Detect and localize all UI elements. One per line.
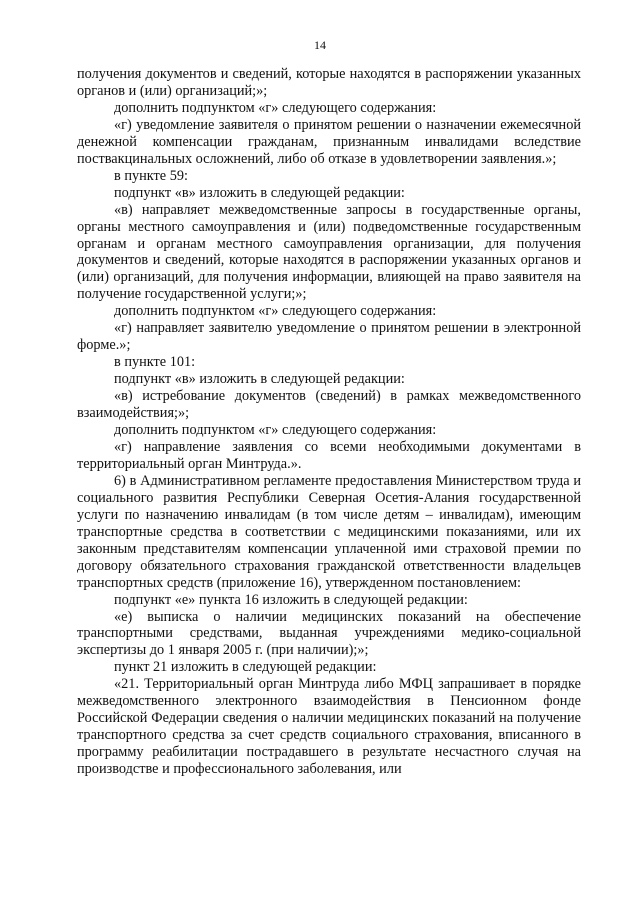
paragraph: «е) выписка о наличии медицинских показаний на обеспечение транспортными средствами, выданная учреждениями медико-социальной экспертизы до 1 января 2005 г. (при наличии);»; [77, 608, 581, 659]
paragraph: дополнить подпунктом «г» следующего содержания: [114, 99, 437, 116]
paragraph: 6) в Административном регламенте предоставления Министерством труда и социального развития Республики Северная Осетия-Алания государственной услуги по назначению инвалидам (в том числе детям – инвалидам), имеющим транспортные средства в соответствии с медицинскими показаниями, или их законным представителям компенсации уплаченной ими страховой премии по договору обязательного страхования гражданской ответственности владельцев транспортных средств (приложение 16), утвержденном постановлением: [77, 472, 581, 591]
paragraph: «в) истребование документов (сведений) в рамках межведомственного взаимодействия;»; [77, 388, 581, 422]
paragraph: «г) направление заявления со всеми необходимыми документами в территориальный орган Минтруда.». [77, 438, 581, 472]
paragraph: «г) уведомление заявителя о принятом решении о назначении ежемесячной денежной компенсации гражданам, признанным инвалидами вследствие поствакцинальных осложнений, либо об отказе в удовлетворении заявления.»; [77, 116, 581, 167]
paragraph: подпункт «е» пункта 16 изложить в следующей редакции: [114, 591, 468, 608]
paragraph: подпункт «в» изложить в следующей редакции: [114, 184, 405, 201]
paragraph: «21. Территориальный орган Минтруда либо МФЦ запрашивает в порядке межведомственного электронного взаимодействия в Пенсионном фонде Российской Федерации сведения о наличии медицинских показаний на получение транспортного средства за счет средств социального страхования, вписанного в программу реабилитации пострадавшего в результате несчастного случая на производстве и профессионального заболевания, или [77, 676, 581, 778]
document-body [77, 66, 581, 778]
paragraph: пункт 21 изложить в следующей редакции: [114, 659, 377, 676]
paragraph: в пункте 101: [114, 354, 196, 371]
paragraph: подпункт «в» изложить в следующей редакции: [114, 371, 405, 388]
paragraph: дополнить подпунктом «г» следующего содержания: [114, 303, 437, 320]
paragraph: «в) направляет межведомственные запросы в государственные органы, органы местного самоуправления и (или) подведомственные государственным органам и органам местного самоуправления организации, для получения документов и сведений, которые находятся в распоряжении указанных органов и (или) организаций, для получения информации, влияющей на право заявителя на получение государственной услуги;»; [77, 201, 581, 303]
paragraph: «г) направляет заявителю уведомление о принятом решении в электронной форме.»; [77, 320, 581, 354]
page-number: 14 [314, 38, 326, 52]
paragraph: получения документов и сведений, которые находятся в распоряжении указанных органов и (или) организаций;»; [77, 66, 581, 99]
paragraph: в пункте 59: [114, 167, 188, 184]
paragraph: дополнить подпунктом «г» следующего содержания: [114, 422, 437, 439]
